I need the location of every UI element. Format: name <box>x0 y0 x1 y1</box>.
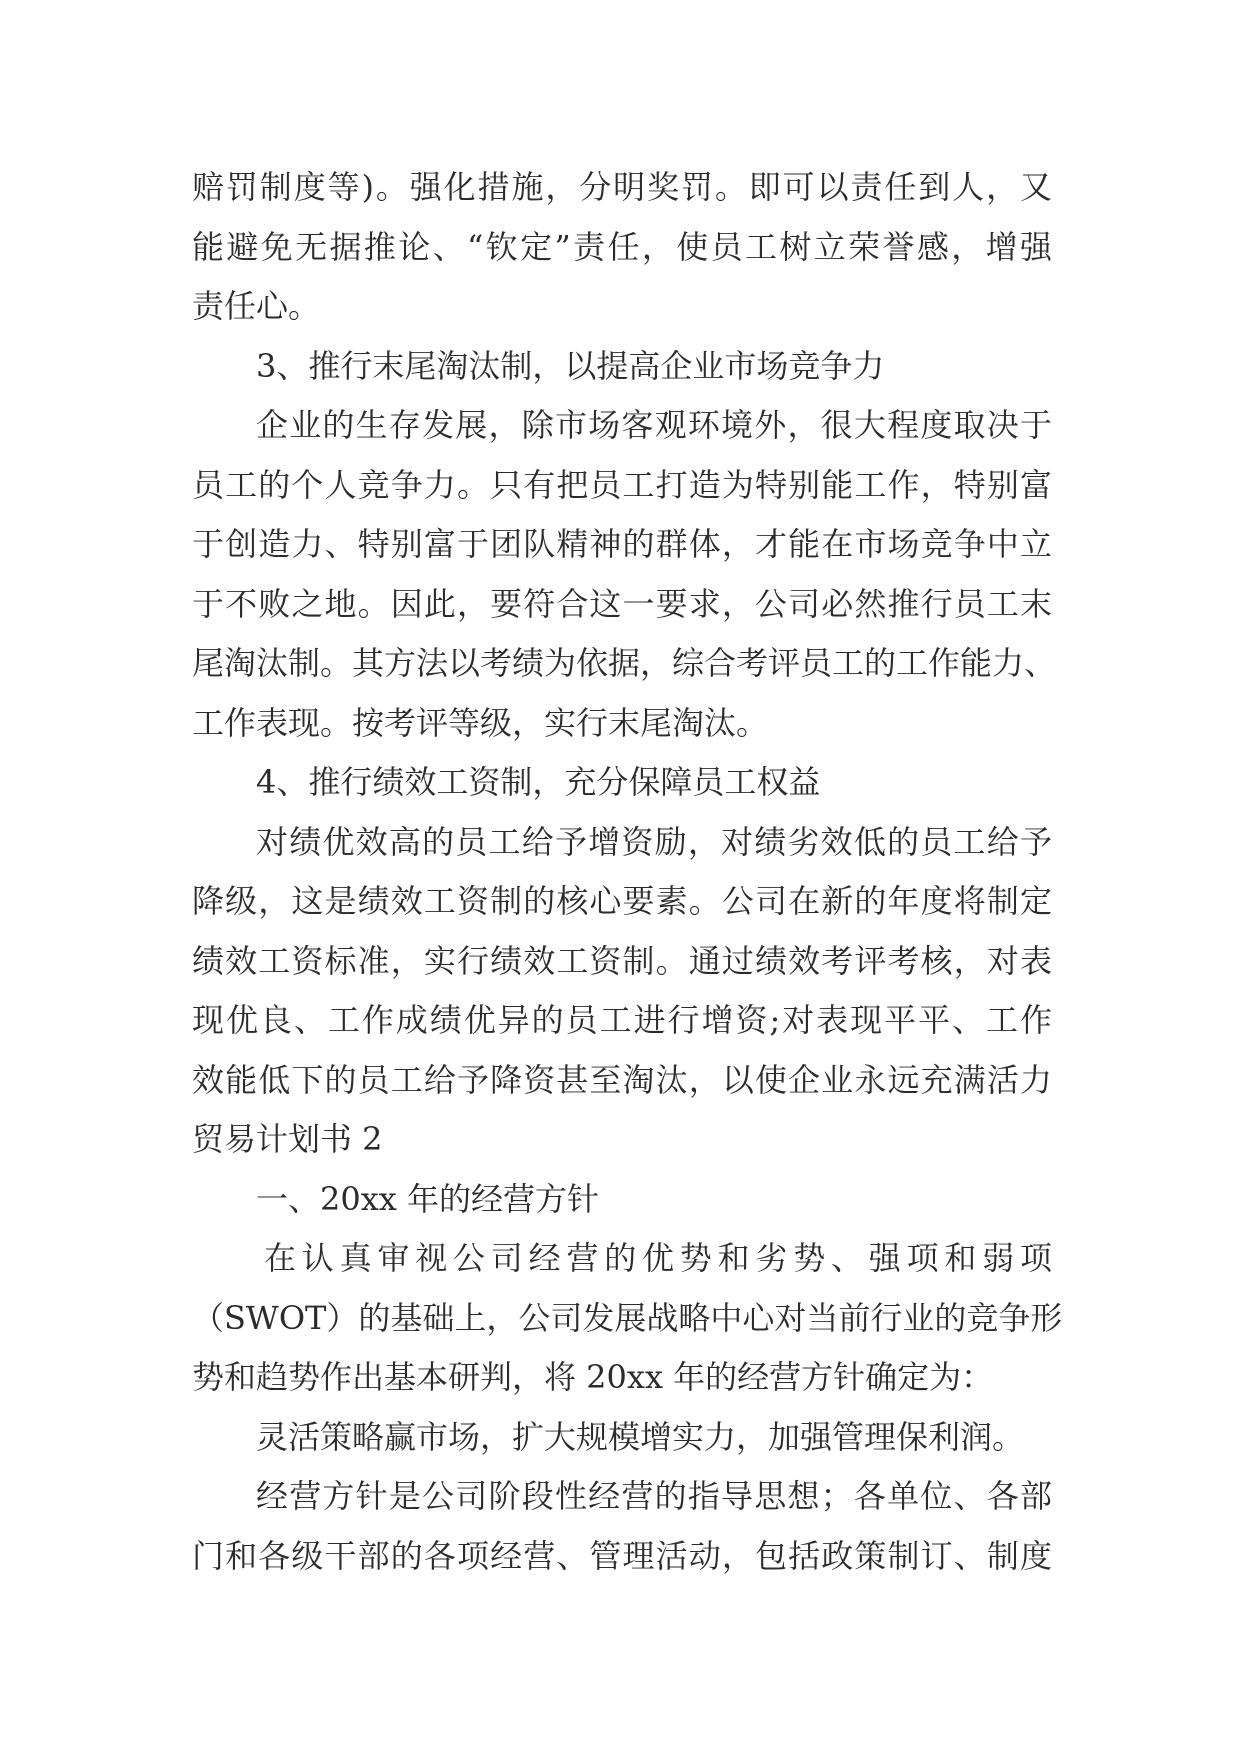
section-heading-3: 3、推行末尾淘汰制，以提高企业市场竞争力 <box>256 346 885 385</box>
body-line-7: 于创造力、特别富于团队精神的群体，才能在市场竞争中立 <box>192 525 1052 563</box>
document-body <box>192 158 1063 1586</box>
section-heading-1: 一、20xx 年的经营方针 <box>256 1179 599 1218</box>
body-line-24: 门和各级干部的各项经营、管理活动，包括政策制订、制度 <box>192 1536 1052 1575</box>
body-line-12: 对绩优效高的员工给予增资励，对绩劣效低的员工给予 <box>256 822 1052 861</box>
body-line-6: 员工的个人竞争力。只有把员工打造为特别能工作，特别富 <box>192 465 1052 504</box>
body-line-21: 势和趋势作出基本研判，将 20xx 年的经营方针确定为： <box>192 1358 994 1396</box>
body-line-22: 灵活策略赢市场，扩大规模增实力，加强管理保利润。 <box>256 1417 1025 1456</box>
section-heading-4: 4、推行绩效工资制，充分保障员工权益 <box>256 763 821 801</box>
body-line-15: 现优良、工作成绩优异的员工进行增资;对表现平平、工作 <box>192 1001 1052 1039</box>
body-line-20: （SWOT）的基础上，公司发展战略中心对当前行业的竞争形 <box>192 1298 1063 1337</box>
body-line-19: 在认真审视公司经营的优势和劣势、强项和弱项 <box>264 1239 1052 1277</box>
body-line-10: 工作表现。按考评等级，实行末尾淘汰。 <box>192 703 769 742</box>
body-line-5: 企业的生存发展，除市场客观环境外，很大程度取决于 <box>256 406 1052 444</box>
body-line-13: 降级，这是绩效工资制的核心要素。公司在新的年度将制定 <box>192 882 1052 920</box>
body-line-8: 于不败之地。因此，要符合这一要求，公司必然推行员工末 <box>192 584 1052 623</box>
body-line-16: 效能低下的员工给予降资甚至淘汰，以使企业永远充满活力 <box>192 1060 1052 1099</box>
body-line-3: 责任心。 <box>192 287 321 325</box>
body-line-14: 绩效工资标准，实行绩效工资制。通过绩效考评考核，对表 <box>192 941 1052 980</box>
document-title-2: 贸易计划书 2 <box>192 1120 383 1158</box>
body-line-2: 能避免无据推论、“钦定”责任，使员工树立荣誉感，增强 <box>192 227 1052 266</box>
body-line-9: 尾淘汰制。其方法以考绩为依据，综合考评员工的工作能力、 <box>192 644 1057 682</box>
body-line-1: 赔罚制度等)。强化措施，分明奖罚。即可以责任到人，又 <box>192 168 1052 206</box>
body-line-23: 经营方针是公司阶段性经营的指导思想；各单位、各部 <box>256 1477 1052 1515</box>
